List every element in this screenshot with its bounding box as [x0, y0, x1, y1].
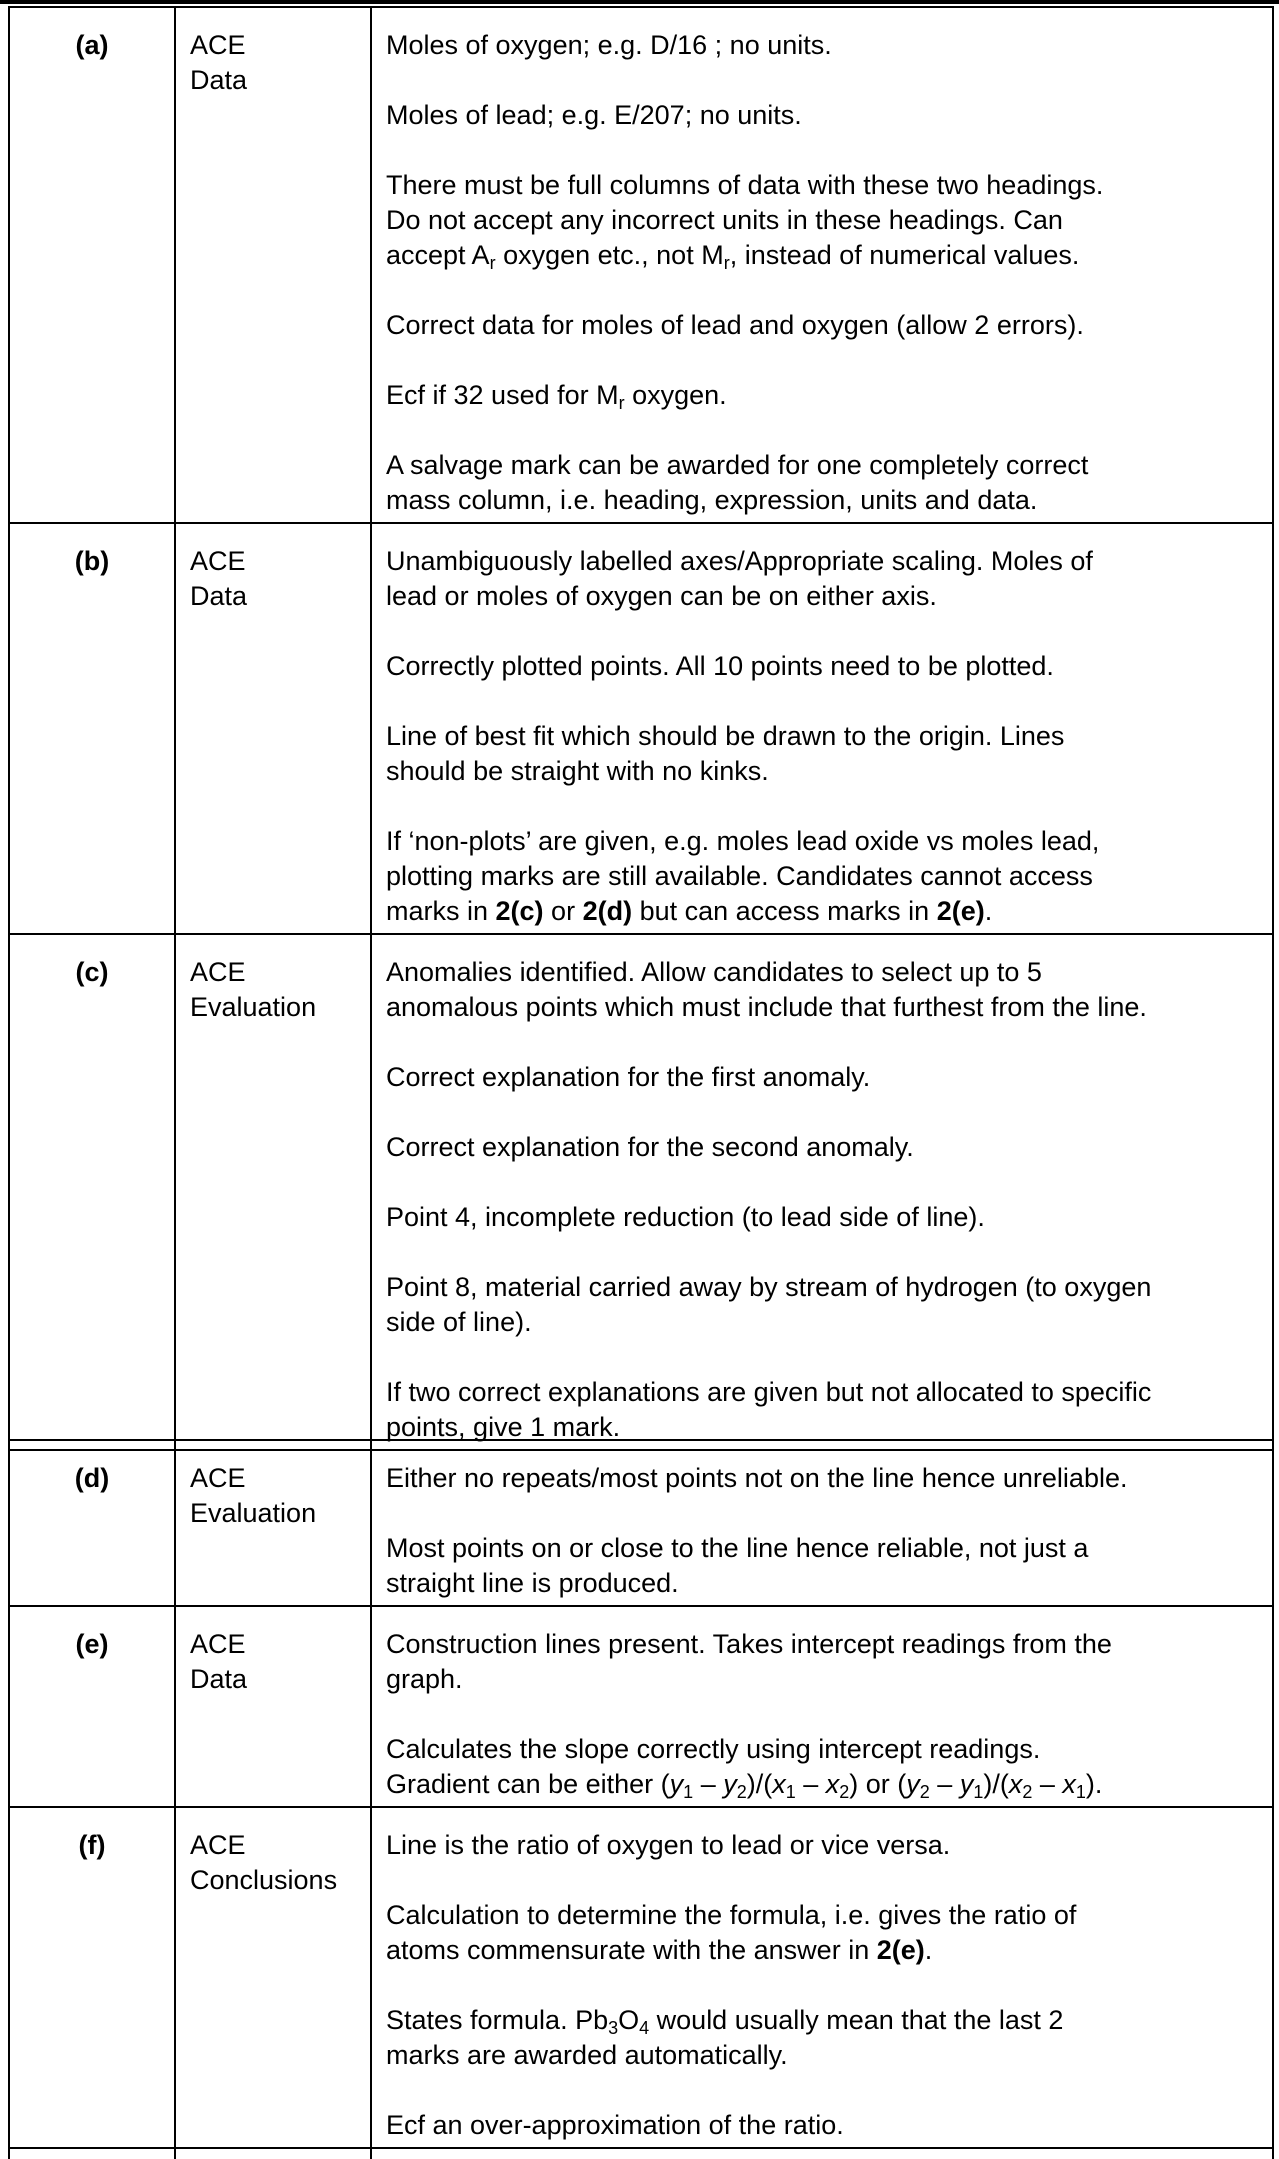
guidance-paragraph: [386, 1898, 1264, 1968]
question-row: [9, 1606, 1273, 1807]
guidance-line: Moles of oxygen; e.g. D/16 ; no units.: [386, 30, 832, 60]
assessment-area-line: Data: [190, 65, 248, 95]
assessment-area-line: ACE: [190, 1830, 246, 1860]
guidance-paragraph: [386, 2003, 1264, 2073]
marking-guidance: [371, 7, 1273, 523]
guidance-paragraph: [386, 1828, 1264, 1863]
guidance-paragraph: [386, 1060, 1264, 1095]
assessment-area-line: Evaluation: [190, 1498, 317, 1528]
question-part-label: (e): [9, 1606, 175, 1807]
continued-cell-stub: [175, 2148, 371, 2159]
continued-cell-stub: [9, 2148, 175, 2159]
guidance-line: marks are awarded automatically.: [386, 2040, 788, 2070]
guidance-line: Most points on or close to the line hence reliable, not just a: [386, 1533, 1089, 1563]
assessment-area: [175, 523, 371, 934]
guidance-line: Anomalies identified. Allow candidates to select up to 5: [386, 957, 1042, 987]
guidance-line: straight line is produced.: [386, 1568, 679, 1598]
guidance-line: Moles of lead; e.g. E/207; no units.: [386, 100, 802, 130]
guidance-line: accept $A_r$ oxygen etc., not $M_r$, instead of numerical values.: [386, 240, 1080, 273]
guidance-line: A salvage mark can be awarded for one completely correct: [386, 450, 1089, 480]
guidance-line: If two correct explanations are given but not allocated to specific: [386, 1377, 1152, 1407]
guidance-line: graph.: [386, 1664, 463, 1694]
guidance-paragraph: [386, 1461, 1264, 1496]
continued-cell-stub: [371, 2148, 1273, 2159]
mark-scheme-table-2: [8, 1439, 1274, 2159]
question-row: [9, 1807, 1273, 2148]
question-part-label: (c): [9, 934, 175, 1450]
guidance-line: Correct data for moles of lead and oxygen (allow 2 errors).: [386, 310, 1084, 340]
question-row: [9, 1440, 1273, 1606]
guidance-paragraph: [386, 1270, 1264, 1340]
guidance-line: anomalous points which must include that furthest from the line.: [386, 992, 1147, 1022]
question-row: [9, 523, 1273, 934]
assessment-area: [175, 1606, 371, 1807]
guidance-paragraph: [386, 378, 1264, 413]
guidance-paragraph: [386, 2108, 1264, 2143]
guidance-paragraph: [386, 824, 1264, 929]
marking-guidance: [371, 523, 1273, 934]
assessment-area-line: ACE: [190, 957, 246, 987]
guidance-line: points, give 1 mark.: [386, 1412, 621, 1442]
guidance-paragraph: [386, 1375, 1264, 1445]
guidance-line: lead or moles of oxygen can be on either axis.: [386, 581, 937, 611]
assessment-area-line: Evaluation: [190, 992, 317, 1022]
guidance-line: Unambiguously labelled axes/Appropriate scaling. Moles of: [386, 546, 1093, 576]
guidance-line: plotting marks are still available. Candidates cannot access: [386, 861, 1093, 891]
assessment-area: [175, 7, 371, 523]
guidance-paragraph: [386, 448, 1264, 518]
guidance-line: States formula. $Pb_3O_4$ would usually mean that the last 2: [386, 2005, 1064, 2038]
guidance-line: Point 8, material carried away by stream of hydrogen (to oxygen: [386, 1272, 1152, 1302]
top-rule: [0, 0, 1279, 4]
guidance-paragraph: [386, 955, 1264, 1025]
guidance-paragraph: [386, 308, 1264, 343]
guidance-paragraph: [386, 1130, 1264, 1165]
guidance-line: Gradient can be either $(y_1 - y_2)/(x_1 - x_2)$ or $(y_2 - y_1)/(x_2 - x_1)$.: [386, 1769, 1103, 1802]
guidance-line: Ecf if 32 used for $M_r$ oxygen.: [386, 380, 727, 413]
guidance-paragraph: [386, 168, 1264, 273]
assessment-area-line: ACE: [190, 1629, 246, 1659]
marking-guidance: [371, 1440, 1273, 1606]
guidance-paragraph: [386, 1531, 1264, 1601]
marking-guidance: [371, 1807, 1273, 2148]
assessment-area: [175, 1440, 371, 1606]
continued-row-stub: [9, 2148, 1273, 2159]
assessment-area-line: ACE: [190, 30, 246, 60]
assessment-area-line: Conclusions: [190, 1865, 338, 1895]
guidance-paragraph: [386, 1627, 1264, 1697]
question-row: [9, 934, 1273, 1450]
marking-guidance: [371, 934, 1273, 1450]
assessment-area-line: Data: [190, 1664, 248, 1694]
guidance-line: Calculation to determine the formula, i.e. gives the ratio of: [386, 1900, 1077, 1930]
question-part-label: (f): [9, 1807, 175, 2148]
question-part-label: (a): [9, 7, 175, 523]
guidance-line: Construction lines present. Takes intercept readings from the: [386, 1629, 1112, 1659]
guidance-line: If ‘non-plots’ are given, e.g. moles lead oxide vs moles lead,: [386, 826, 1100, 856]
guidance-line: Correctly plotted points. All 10 points need to be plotted.: [386, 651, 1054, 681]
guidance-line: marks in 2(c) or 2(d) but can access marks in 2(e).: [386, 896, 993, 926]
guidance-line: Ecf an over-approximation of the ratio.: [386, 2110, 844, 2140]
assessment-area-line: Data: [190, 581, 248, 611]
guidance-paragraph: [386, 1200, 1264, 1235]
guidance-paragraph: [386, 98, 1264, 133]
mark-scheme-table-1: [8, 6, 1274, 1451]
guidance-line: mass column, i.e. heading, expression, units and data.: [386, 485, 1038, 515]
question-part-label: (d): [9, 1440, 175, 1606]
table-1-body: [9, 7, 1273, 1450]
guidance-line: atoms commensurate with the answer in 2(e).: [386, 1935, 933, 1965]
guidance-line: Do not accept any incorrect units in these headings. Can: [386, 205, 1063, 235]
guidance-line: Line is the ratio of oxygen to lead or vice versa.: [386, 1830, 951, 1860]
guidance-line: Correct explanation for the second anomaly.: [386, 1132, 914, 1162]
question-row: [9, 7, 1273, 523]
assessment-area: [175, 934, 371, 1450]
guidance-line: Line of best fit which should be drawn to the origin. Lines: [386, 721, 1065, 751]
assessment-area: [175, 1807, 371, 2148]
guidance-line: There must be full columns of data with these two headings.: [386, 170, 1104, 200]
guidance-paragraph: [386, 649, 1264, 684]
assessment-area-line: ACE: [190, 1463, 246, 1493]
guidance-line: should be straight with no kinks.: [386, 756, 769, 786]
guidance-line: Calculates the slope correctly using intercept readings.: [386, 1734, 1041, 1764]
guidance-line: Point 4, incomplete reduction (to lead side of line).: [386, 1202, 985, 1232]
guidance-paragraph: [386, 28, 1264, 63]
guidance-paragraph: [386, 544, 1264, 614]
question-part-label: (b): [9, 523, 175, 934]
table-2-body: [9, 1440, 1273, 2159]
assessment-area-line: ACE: [190, 546, 246, 576]
guidance-line: Correct explanation for the first anomaly.: [386, 1062, 871, 1092]
marking-guidance: [371, 1606, 1273, 1807]
guidance-line: Either no repeats/most points not on the line hence unreliable.: [386, 1463, 1128, 1493]
guidance-paragraph: [386, 719, 1264, 789]
guidance-paragraph: [386, 1732, 1264, 1802]
guidance-line: side of line).: [386, 1307, 532, 1337]
